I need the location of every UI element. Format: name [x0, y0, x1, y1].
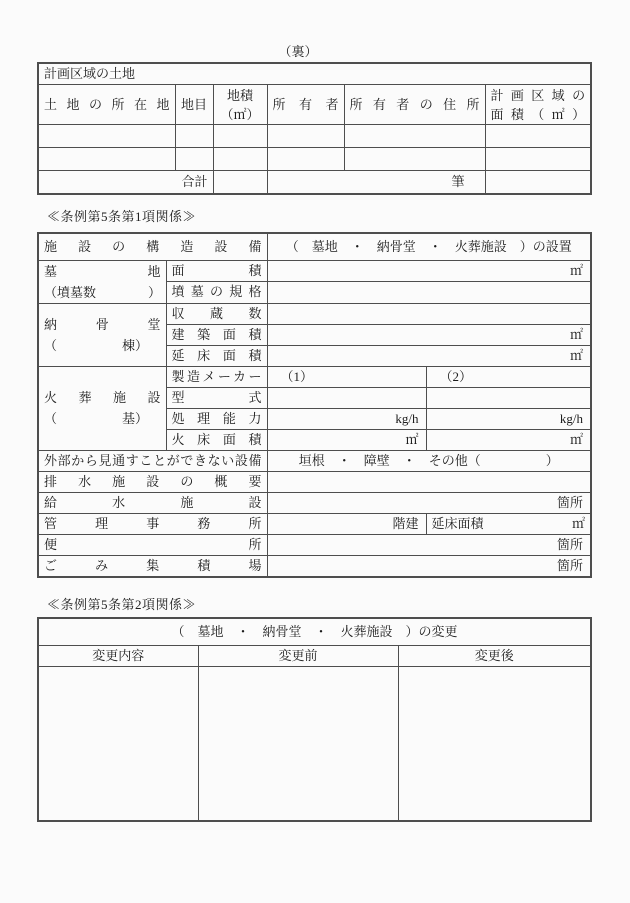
crematory-name-cell: [38, 366, 166, 450]
ossuary-count-label: （ 棟）: [44, 337, 149, 353]
header-owner-address: 所有者の住所: [344, 85, 485, 125]
header-land-location: 土地の所在地: [38, 85, 175, 125]
land-row1-location-cell: [38, 125, 175, 148]
page-title: （裏）: [278, 44, 318, 59]
header-plan-area-line1: 計画区域の: [490, 87, 586, 103]
grave-name: 墓地: [44, 263, 161, 279]
header-land-category: 地目: [175, 85, 213, 125]
crematory-model-2-cell: [426, 387, 591, 408]
land-row1-address-cell: [344, 125, 485, 148]
grave-count-label: （墳墓数 ）: [44, 284, 162, 300]
land-row2-category-cell: [175, 148, 213, 171]
ossuary-floor-area-label: 延床面積: [166, 345, 267, 366]
land-row1-category-cell: [175, 125, 213, 148]
facility-table: [37, 232, 592, 578]
change-after-cell: [398, 666, 591, 821]
water-value-cell: 箇所: [267, 492, 591, 513]
land-table: [37, 62, 592, 195]
crematory-maker-2-cell: （2）: [426, 366, 591, 387]
grave-area-label: 面積: [166, 260, 267, 282]
office-area-cell: [426, 513, 591, 534]
ossuary-building-area-label: 建築面積: [166, 324, 267, 345]
grave-spec-label: 墳墓の規格: [166, 282, 267, 304]
change-header: （ 墓地 ・ 納骨堂 ・ 火葬施設 ）の変更: [38, 618, 591, 645]
crematory-capacity-1-cell: kg/h: [267, 408, 426, 429]
office-area-label: 延床面積: [431, 515, 484, 531]
crematory-capacity-2-cell: kg/h: [426, 408, 591, 429]
office-floors-cell: 階建: [267, 513, 426, 534]
land-row2-address-cell: [344, 148, 485, 171]
toilet-value-cell: 箇所: [267, 534, 591, 555]
land-row1-area-cell: [213, 125, 267, 148]
ossuary-building-area-value-cell: ㎡: [267, 324, 591, 345]
ossuary-name: 納骨堂: [44, 316, 161, 332]
garbage-value-cell: 箇所: [267, 555, 591, 577]
change-before-cell: [198, 666, 398, 821]
section1-heading: ≪条例第5条第1項関係≫: [47, 209, 197, 224]
header-change-content: 変更内容: [38, 645, 198, 666]
land-row1-plan-area-cell: [485, 125, 591, 148]
drainage-value-cell: [267, 471, 591, 492]
land-total-area-cell: [213, 171, 267, 194]
structure-label: 施設の構造設備: [38, 233, 267, 260]
header-owner: 所有者: [267, 85, 344, 125]
crematory-capacity-label: 処理能力: [166, 408, 267, 429]
crematory-hearth-1-cell: ㎡: [267, 429, 426, 450]
grave-name-cell: [38, 260, 166, 303]
header-land-area-line1: 地積: [226, 87, 253, 103]
ossuary-capacity-value-cell: [267, 303, 591, 324]
crematory-maker-1-cell: （1）: [267, 366, 426, 387]
land-row1-owner-cell: [267, 125, 344, 148]
ossuary-capacity-label: 収蔵数: [166, 303, 267, 324]
fence-label: 外部から見通すことができない設備: [38, 450, 267, 471]
office-label: 管理事務所: [38, 513, 267, 534]
change-table: [37, 617, 592, 822]
crematory-count-label: （ 基）: [44, 411, 149, 426]
water-label: 給水施設: [38, 492, 267, 513]
land-table-caption: 計画区域の土地: [38, 63, 591, 85]
land-row2-owner-cell: [267, 148, 344, 171]
office-area-unit: ㎡: [572, 515, 586, 531]
header-land-area: [213, 85, 267, 125]
header-plan-area-line2: 面積（㎡）: [490, 106, 586, 122]
crematory-hearth-area-label: 火床面積: [166, 429, 267, 450]
garbage-label: ごみ集積場: [38, 555, 267, 577]
land-row2-area-cell: [213, 148, 267, 171]
header-change-after: 変更後: [398, 645, 591, 666]
land-parcels-label: 筆: [267, 171, 485, 194]
drainage-label: 排水施設の概要: [38, 471, 267, 492]
header-land-area-line2: （㎡）: [220, 106, 260, 122]
ossuary-floor-area-value-cell: ㎡: [267, 345, 591, 366]
crematory-model-label: 型式: [166, 387, 267, 408]
land-total-label: 合計: [38, 171, 213, 194]
header-plan-area: [485, 85, 591, 125]
change-content-cell: [38, 666, 198, 821]
ossuary-name-cell: [38, 303, 166, 366]
land-row2-plan-area-cell: [485, 148, 591, 171]
header-change-before: 変更前: [198, 645, 398, 666]
crematory-model-1-cell: [267, 387, 426, 408]
toilet-label: 便所: [38, 534, 267, 555]
land-total-plan-area-cell: [485, 171, 591, 194]
structure-value: （ 墓地 ・ 納骨堂 ・ 火葬施設 ）の設置: [267, 233, 591, 260]
crematory-hearth-2-cell: ㎡: [426, 429, 591, 450]
grave-spec-value-cell: [267, 282, 591, 304]
fence-value: 垣根 ・ 障壁 ・ その他（ ）: [267, 450, 591, 471]
crematory-maker-label: 製造メーカー: [166, 366, 267, 387]
section2-heading: ≪条例第5条第2項関係≫: [47, 597, 197, 612]
crematory-name: 火葬施設: [44, 390, 161, 405]
grave-area-value-cell: ㎡: [267, 260, 591, 282]
land-row2-location-cell: [38, 148, 175, 171]
